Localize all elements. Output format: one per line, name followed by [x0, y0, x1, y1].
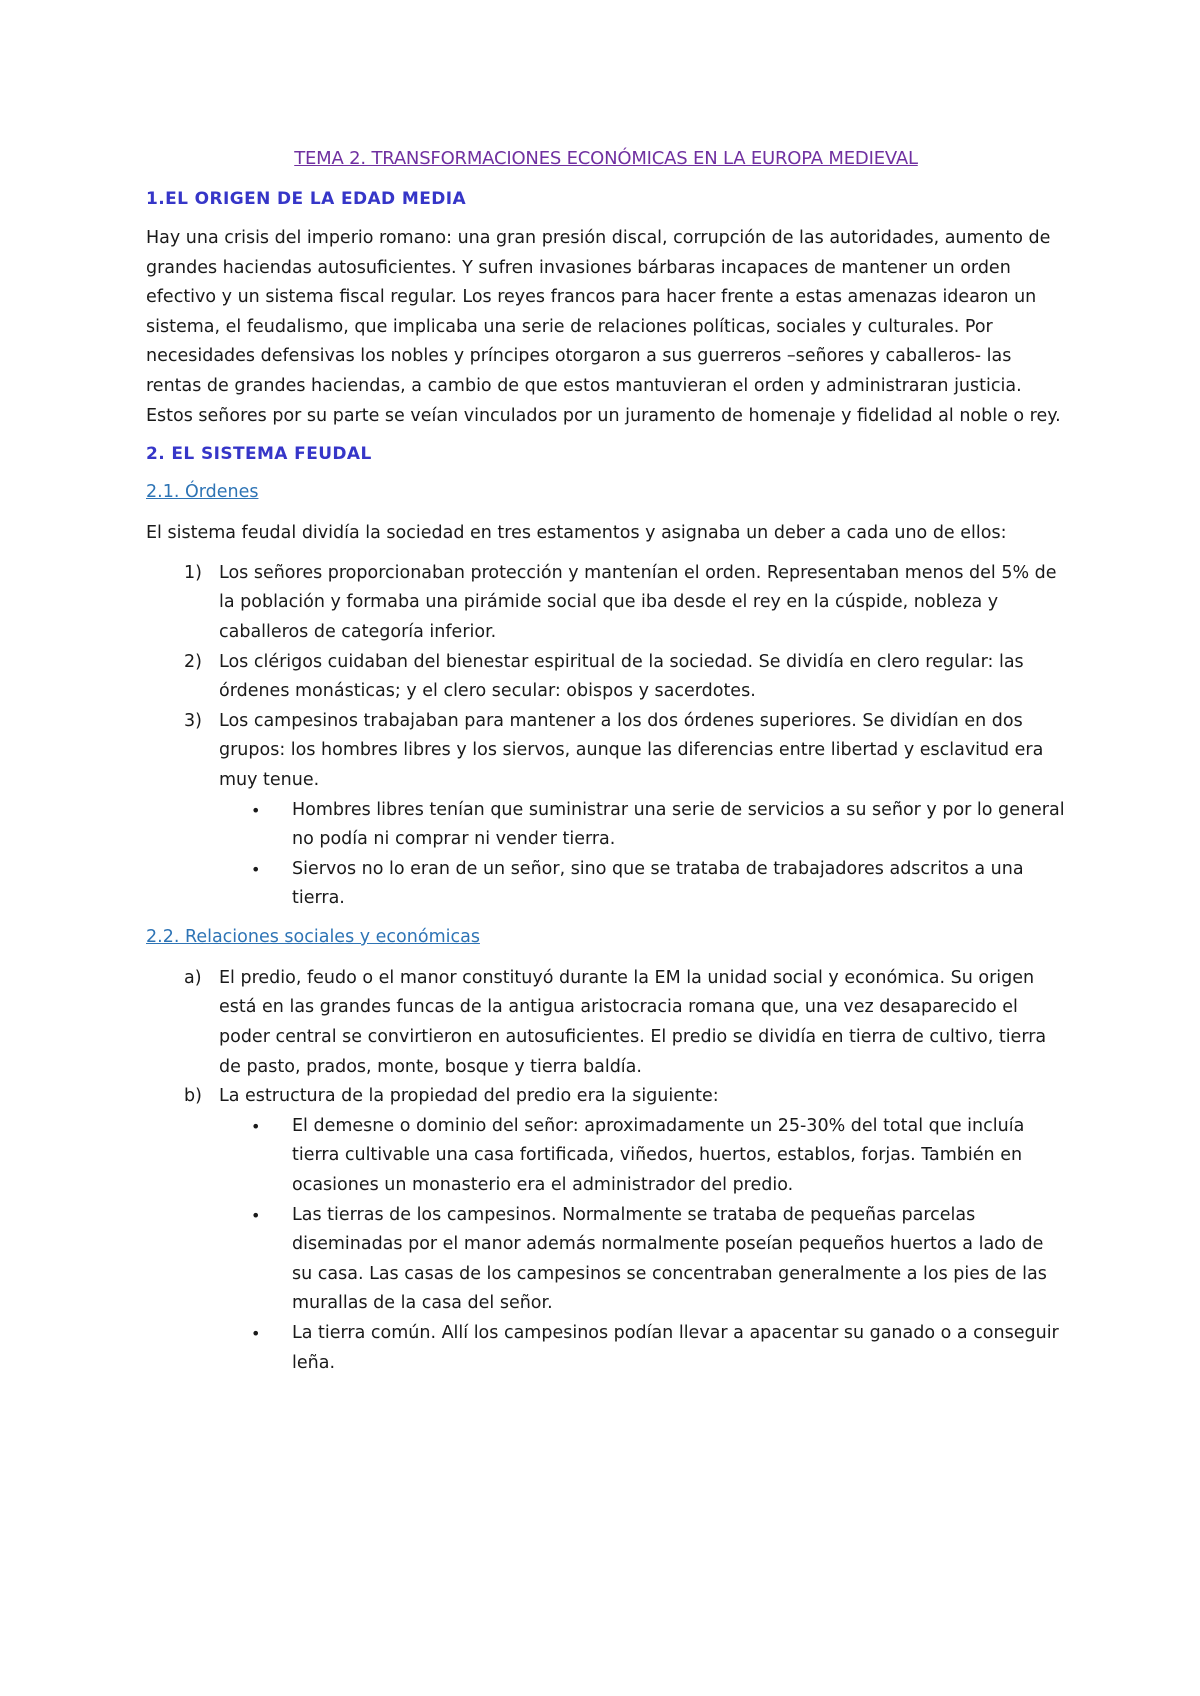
- bullet-item: [219, 1112, 1066, 1201]
- list-item-text: Los señores proporcionaban protección y mantenían el orden. Representaban menos del 5% de la población y formaba una pirámide social que iba desde el rey en la cúspide, nobleza y caballeros de categoría inferior.: [219, 562, 1057, 642]
- propiedad-bullet-list: [219, 1112, 1066, 1378]
- bullet-item: [219, 1319, 1066, 1378]
- subsection-heading-relaciones: 2.2. Relaciones sociales y económicas: [146, 926, 480, 947]
- list-item: [146, 964, 1066, 1082]
- bullet-icon: •: [251, 1324, 261, 1343]
- section-heading-sistema-feudal: 2. EL SISTEMA FEUDAL: [146, 444, 372, 465]
- list-marker: 2): [184, 651, 202, 672]
- bullet-icon: •: [251, 800, 261, 820]
- bullet-item: [219, 796, 1066, 855]
- list-marker: 1): [184, 562, 202, 583]
- bullet-icon: •: [251, 1205, 261, 1225]
- bullet-item-text: El demesne o dominio del señor: aproximadamente un 25-30% del total que incluía tierra cultivable una casa fortificada, viñedos, huertos, establos, forjas. También en ocasiones un monasterio era el administrador del predio.: [292, 1115, 1025, 1196]
- bullet-item-text: La tierra común. Allí los campesinos podían llevar a apacentar su ganado o a conseguir leña.: [292, 1323, 1059, 1373]
- list-item-text: El predio, feudo o el manor constituyó durante la EM la unidad social y económica. Su origen está en las grandes funcas de la antigua aristocracia romana que, una vez desaparecido el poder central se convirtieron en autosuficientes. El predio se dividía en tierra de cultivo, tierra de pasto, prados, monte, bosque y tierra baldía.: [219, 967, 1047, 1077]
- bullet-item-text: Siervos no lo eran de un señor, sino que se trataba de trabajadores adscritos a una tierra.: [292, 858, 1024, 909]
- paragraph-origen: Hay una crisis del imperio romano: una gran presión discal, corrupción de las autoridades, aumento de grandes haciendas autosuficientes. Y sufren invasiones bárbaras incapaces de mantener un orden efectivo y un sistema fiscal regular. Los reyes francos para hacer frente a estas amenazas idearon un sistema, el feudalismo, que implicaba una serie de relaciones políticas, sociales y culturales. Por necesidades defensivas los nobles y príncipes otorgaron a sus guerreros –señores y caballeros- las rentas de grandes haciendas, a cambio de que estos mantuvieran el orden y administraran justicia. Estos señores por su parte se veían vinculados por un juramento de homenaje y fidelidad al noble o rey.: [146, 228, 1061, 426]
- campesinos-bullet-list: [219, 796, 1066, 914]
- list-marker: a): [184, 967, 202, 988]
- bullet-item: [219, 1201, 1066, 1319]
- bullet-icon: •: [251, 1116, 261, 1136]
- list-item-text: Los clérigos cuidaban del bienestar espiritual de la sociedad. Se dividía en clero regular: las órdenes monásticas; y el clero secular: obispos y sacerdotes.: [219, 651, 1024, 702]
- bullet-item-text: Las tierras de los campesinos. Normalmente se trataba de pequeñas parcelas diseminadas por el manor además normalmente poseían pequeños huertos a lado de su casa. Las casas de los campesinos se concentraban generalmente a los pies de las murallas de la casa del señor.: [292, 1204, 1047, 1314]
- bullet-item: [219, 855, 1066, 914]
- list-item-text: La estructura de la propiedad del predio era la siguiente:: [219, 1086, 719, 1107]
- document-page: [146, 146, 1066, 1388]
- list-marker: 3): [184, 710, 202, 731]
- relaciones-list: [146, 964, 1066, 1378]
- list-item: [146, 1082, 1066, 1378]
- bullet-icon: •: [251, 859, 261, 879]
- list-item: [146, 707, 1066, 914]
- document-title: TEMA 2. TRANSFORMACIONES ECONÓMICAS EN LA EUROPA MEDIEVAL: [294, 148, 918, 169]
- list-marker: b): [184, 1086, 202, 1107]
- bullet-item-text: Hombres libres tenían que suministrar una serie de servicios a su señor y por lo general no podía ni comprar ni vender tierra.: [292, 799, 1065, 850]
- list-item: [146, 648, 1066, 707]
- list-item: [146, 559, 1066, 648]
- subsection-heading-ordenes: 2.1. Órdenes: [146, 482, 259, 503]
- paragraph-ordenes-intro: El sistema feudal dividía la sociedad en tres estamentos y asignaba un deber a cada uno de ellos:: [146, 523, 1007, 544]
- ordenes-list: [146, 559, 1066, 914]
- section-heading-origen: 1.EL ORIGEN DE LA EDAD MEDIA: [146, 189, 467, 209]
- list-item-text: Los campesinos trabajaban para mantener a los dos órdenes superiores. Se dividían en dos grupos: los hombres libres y los siervos, aunque las diferencias entre libertad y esclavitud era muy tenue.: [219, 710, 1044, 790]
